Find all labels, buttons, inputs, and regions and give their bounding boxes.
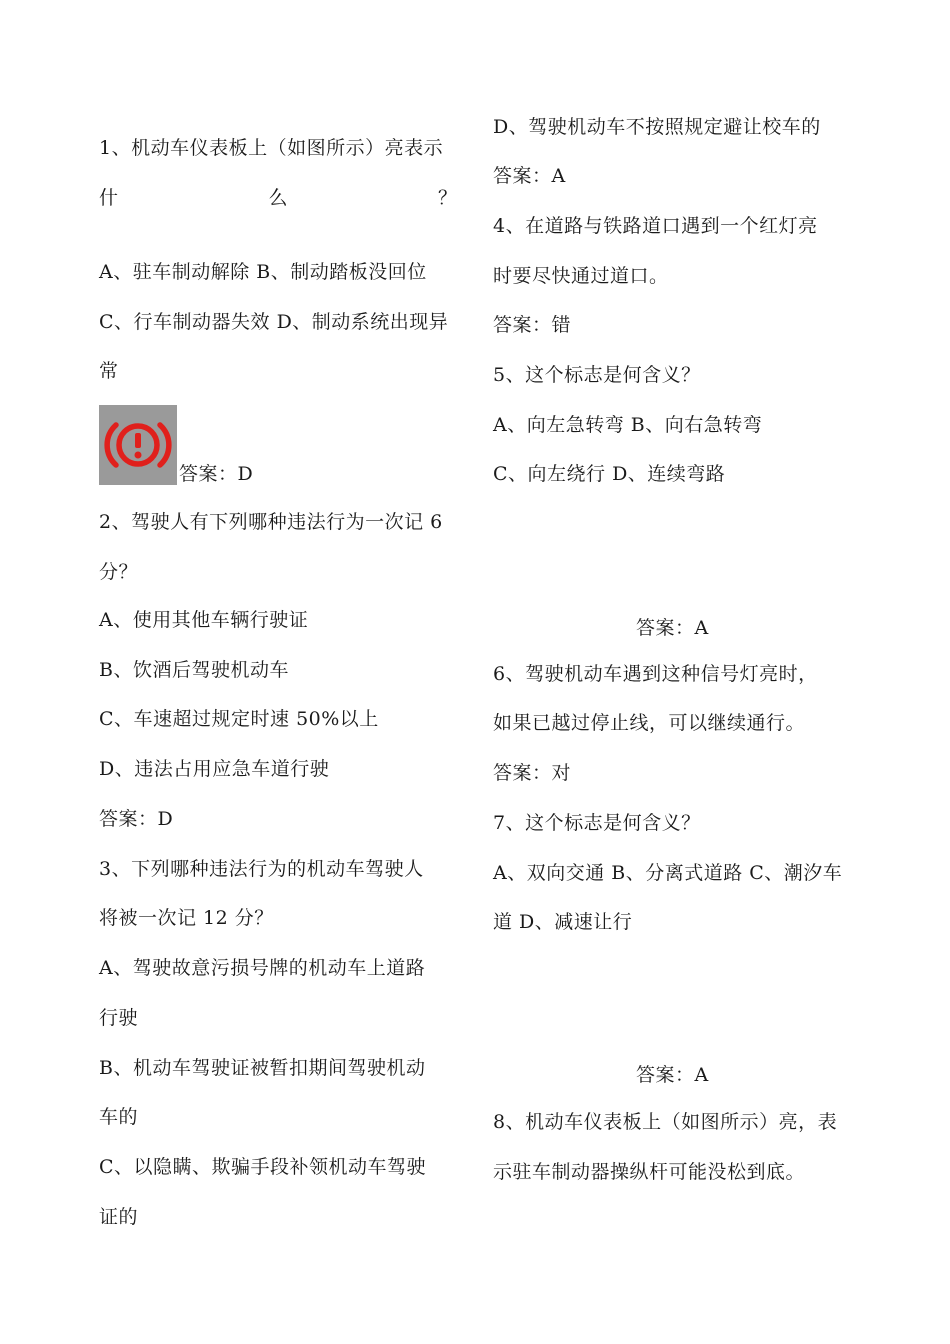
q5-answer: 答案：A (636, 617, 709, 639)
q7-title: 7、这个标志是何含义？ (493, 812, 701, 834)
q7-options-line1: A、双向交通 B、分离式道路 C、潮汐车 (493, 862, 843, 884)
q6-title-line2: 如果已越过停止线，可以继续通行。 (493, 712, 806, 734)
q2-answer: 答案：D (99, 808, 174, 830)
q5-options-line2: C、向左绕行 D、连续弯路 (493, 463, 726, 485)
q1-options-line1: A、驻车制动解除 B、制动踏板没回位 (99, 261, 427, 283)
q6-title-line1: 6、驾驶机动车遇到这种信号灯亮时， (493, 663, 818, 685)
q1-title-line2 (99, 184, 457, 212)
q1-title-part: 么 (268, 187, 288, 209)
q1-options-line3: 常 (99, 360, 119, 382)
q5-options-line1: A、向左急转弯 B、向右急转弯 (493, 414, 763, 436)
brake-warning-icon (99, 405, 177, 485)
q1-answer: 答案：D (179, 463, 254, 485)
q3-option-b-line2: 车的 (99, 1106, 139, 1128)
q3-option-a-line1: A、驾驶故意污损号牌的机动车上道路 (99, 957, 426, 979)
q7-options-line2: 道 D、减速让行 (493, 911, 633, 933)
q3-option-a-line2: 行驶 (99, 1007, 139, 1029)
q1-title-part: ？ (437, 187, 457, 209)
q2-title-line2: 分？ (99, 561, 139, 583)
q3-option-c-line2: 证的 (99, 1206, 139, 1228)
q3-answer: 答案：A (493, 165, 566, 187)
q4-title-line2: 时要尽快通过道口。 (493, 265, 669, 287)
q2-title-line1: 2、驾驶人有下列哪种违法行为一次记 6 (99, 511, 443, 533)
q2-option-d: D、违法占用应急车道行驶 (99, 758, 330, 780)
q7-answer: 答案：A (636, 1064, 709, 1086)
q3-title-line1: 3、下列哪种违法行为的机动车驾驶人 (99, 858, 424, 880)
q3-option-c-line1: C、以隐瞒、欺骗手段补领机动车驾驶 (99, 1156, 427, 1178)
q3-option-d: D、驾驶机动车不按照规定避让校车的 (493, 116, 821, 138)
q6-answer: 答案：对 (493, 762, 572, 784)
q2-option-b: B、饮酒后驾驶机动车 (99, 659, 289, 681)
q3-option-b-line1: B、机动车驾驶证被暂扣期间驾驶机动 (99, 1057, 426, 1079)
q1-title-part: 什 (99, 187, 119, 209)
q4-title-line1: 4、在道路与铁路道口遇到一个红灯亮 (493, 215, 818, 237)
q8-title-line2: 示驻车制动器操纵杆可能没松到底。 (493, 1161, 806, 1183)
q1-options-line2: C、行车制动器失效 D、制动系统出现异 (99, 311, 449, 333)
q2-option-a: A、使用其他车辆行驶证 (99, 609, 309, 631)
q1-title-line1: 1、机动车仪表板上（如图所示）亮表示 (99, 137, 444, 159)
q5-title: 5、这个标志是何含义？ (493, 364, 701, 386)
q4-answer: 答案：错 (493, 314, 572, 336)
q3-title-line2: 将被一次记 12 分？ (99, 907, 274, 929)
q2-option-c: C、车速超过规定时速 50%以上 (99, 708, 379, 730)
q8-title-line1: 8、机动车仪表板上（如图所示）亮，表 (493, 1111, 838, 1133)
